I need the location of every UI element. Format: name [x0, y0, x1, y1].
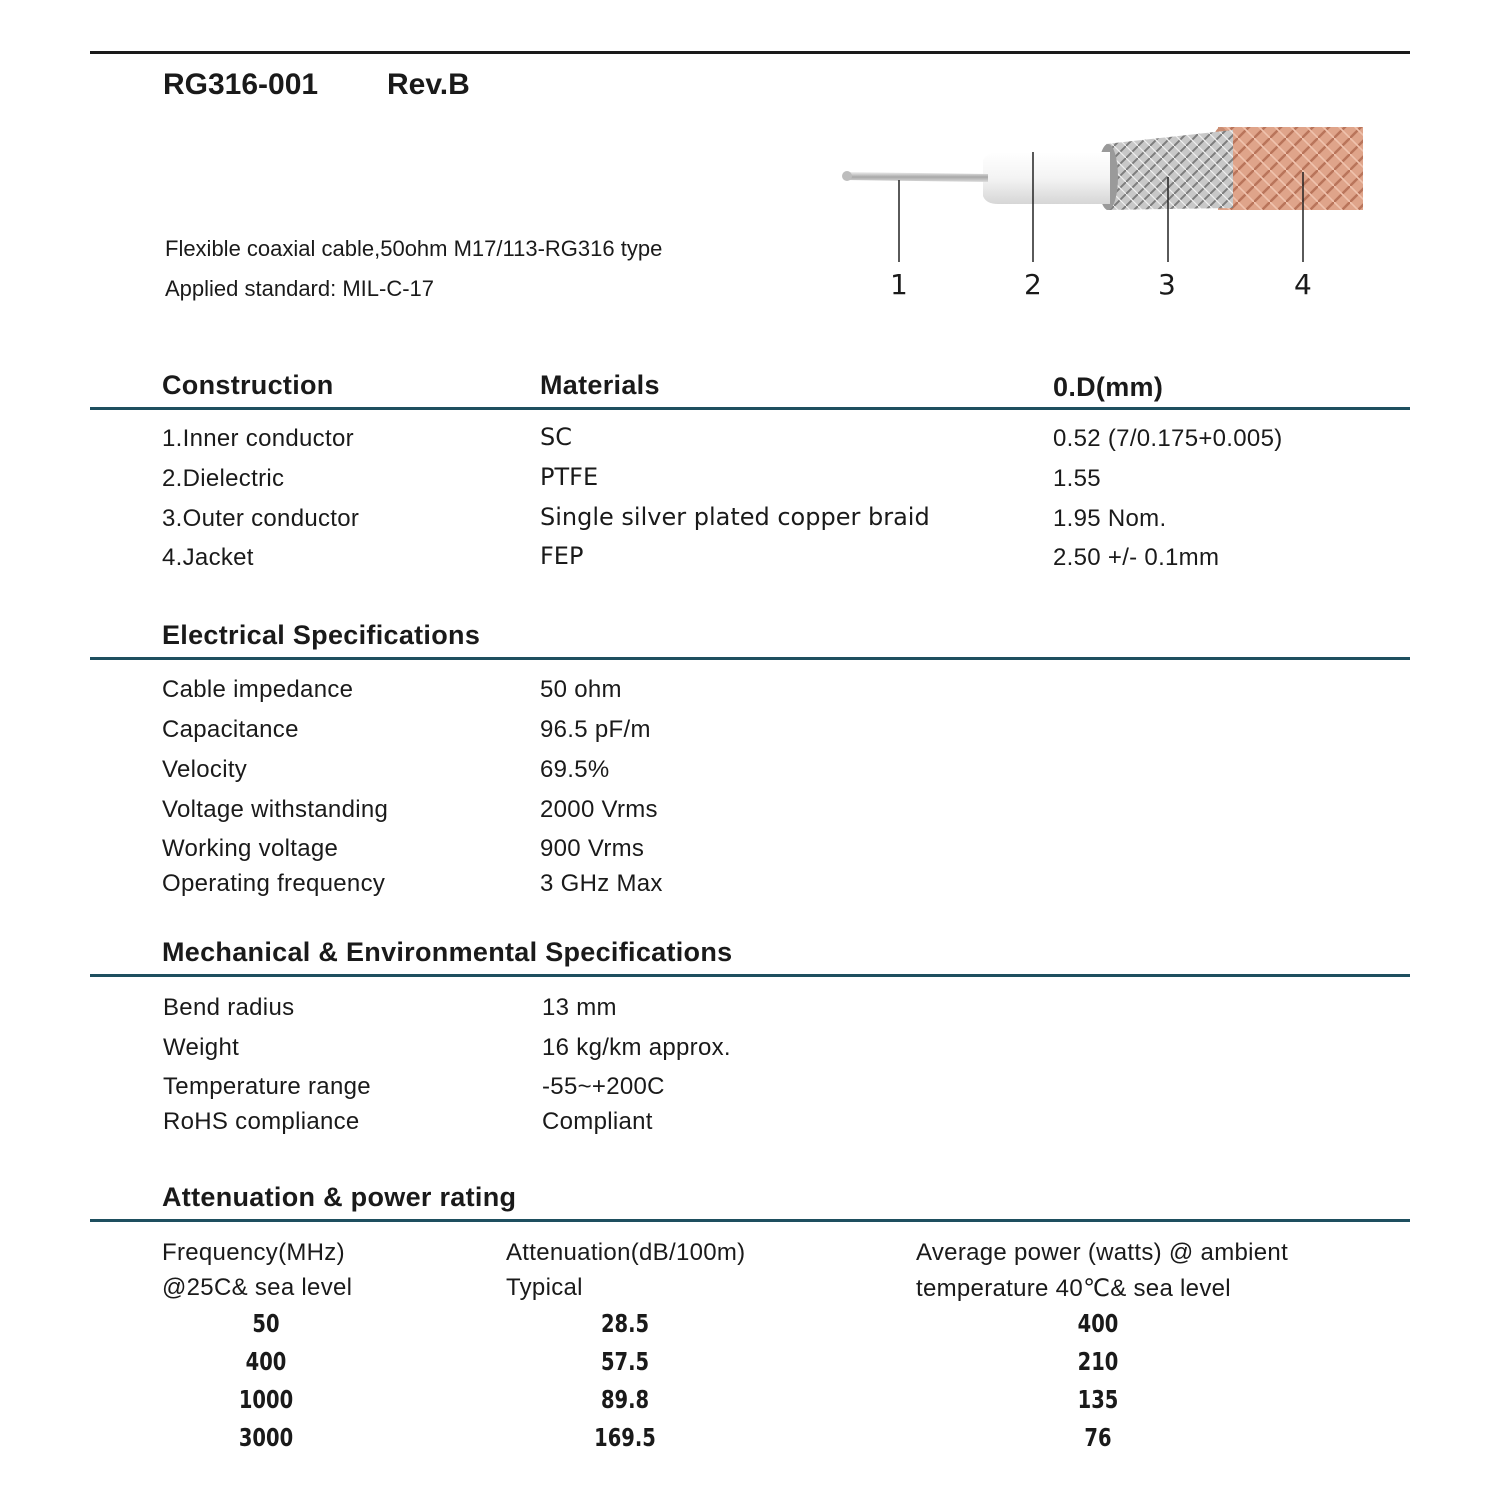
cable-description: Flexible coaxial cable,50ohm M17/113-RG316 type — [165, 236, 663, 261]
attenuation-value: 28.5 — [600, 1309, 650, 1338]
mechanical-value: 16 kg/km approx. — [542, 1034, 731, 1061]
construction-od: 2.50 +/- 0.1mm — [1053, 544, 1220, 571]
frequency-value: 3000 — [238, 1423, 294, 1452]
electrical-label: Voltage withstanding — [162, 796, 389, 823]
power-value: 210 — [1077, 1347, 1119, 1376]
electrical-value: 3 GHz Max — [540, 870, 663, 897]
mechanical-label: RoHS compliance — [163, 1108, 360, 1135]
attenuation-header-sub: Typical — [506, 1274, 583, 1301]
outer-braid-shape — [1106, 130, 1233, 210]
construction-item: 3.Outer conductor — [162, 505, 360, 532]
electrical-rule — [90, 657, 1410, 660]
power-header-sub: temperature 40℃& sea level — [916, 1275, 1231, 1302]
construction-od: 0.52 (7/0.175+0.005) — [1053, 425, 1283, 452]
construction-item: 2.Dielectric — [162, 465, 285, 492]
attenuation-value: 57.5 — [600, 1347, 650, 1376]
construction-od: 1.95 Nom. — [1053, 505, 1167, 532]
applied-standard: Applied standard: MIL-C-17 — [165, 276, 435, 301]
electrical-label: Capacitance — [162, 716, 299, 743]
callout-label-1: 1 — [890, 268, 908, 301]
frequency-value: 50 — [252, 1309, 280, 1338]
materials-header: Materials — [540, 370, 660, 400]
power-header: Average power (watts) @ ambient — [916, 1239, 1289, 1266]
power-value: 135 — [1077, 1385, 1119, 1414]
electrical-value: 69.5% — [540, 756, 610, 783]
electrical-label: Velocity — [162, 756, 248, 783]
frequency-header-sub: @25C& sea level — [162, 1274, 353, 1301]
mechanical-label: Temperature range — [163, 1073, 371, 1100]
construction-item: 1.Inner conductor — [162, 425, 354, 452]
construction-od: 1.55 — [1053, 465, 1101, 492]
electrical-label: Cable impedance — [162, 676, 354, 703]
attenuation-value: 169.5 — [594, 1423, 656, 1452]
coaxial-cable-illustration — [838, 122, 1368, 322]
attenuation-value: 89.8 — [600, 1385, 650, 1414]
callout-label-3: 3 — [1158, 268, 1176, 301]
attenuation-title: Attenuation & power rating — [162, 1182, 517, 1212]
construction-material: Single silver plated copper braid — [540, 503, 930, 531]
electrical-title: Electrical Specifications — [162, 620, 481, 650]
construction-material: SC — [540, 423, 572, 451]
frequency-value: 400 — [245, 1347, 287, 1376]
mechanical-rule — [90, 974, 1410, 977]
mechanical-value: -55~+200C — [542, 1073, 665, 1100]
mechanical-value: Compliant — [542, 1108, 653, 1135]
attenuation-rule — [90, 1219, 1410, 1222]
electrical-value: 96.5 pF/m — [540, 716, 651, 743]
construction-material: FEP — [540, 542, 584, 570]
power-value: 400 — [1077, 1309, 1119, 1338]
mechanical-title: Mechanical & Environmental Specifications — [162, 937, 733, 967]
power-value: 76 — [1084, 1423, 1112, 1452]
electrical-value: 50 ohm — [540, 676, 622, 703]
frequency-value: 1000 — [238, 1385, 294, 1414]
top-rule — [90, 51, 1410, 54]
electrical-value: 900 Vrms — [540, 835, 645, 862]
callout-label-4: 4 — [1294, 268, 1312, 301]
construction-material: PTFE — [540, 463, 599, 491]
construction-header: Construction — [162, 370, 334, 400]
frequency-header: Frequency(MHz) — [162, 1239, 345, 1266]
revision: Rev.B — [387, 68, 470, 101]
electrical-label: Operating frequency — [162, 870, 386, 897]
part-number: RG316-001 — [163, 68, 319, 101]
attenuation-header: Attenuation(dB/100m) — [506, 1239, 746, 1266]
callout-label-2: 2 — [1024, 268, 1042, 301]
od-header: 0.D(mm) — [1053, 372, 1164, 402]
inner-conductor-shape — [846, 172, 988, 182]
jacket-shape — [1218, 127, 1363, 210]
mechanical-value: 13 mm — [542, 994, 617, 1021]
construction-rule — [90, 407, 1410, 410]
electrical-value: 2000 Vrms — [540, 796, 658, 823]
construction-item: 4.Jacket — [162, 544, 254, 571]
mechanical-label: Weight — [163, 1034, 240, 1061]
dielectric-shape — [983, 152, 1110, 204]
mechanical-label: Bend radius — [163, 994, 295, 1021]
conductor-tip — [842, 171, 852, 181]
electrical-label: Working voltage — [162, 835, 339, 862]
